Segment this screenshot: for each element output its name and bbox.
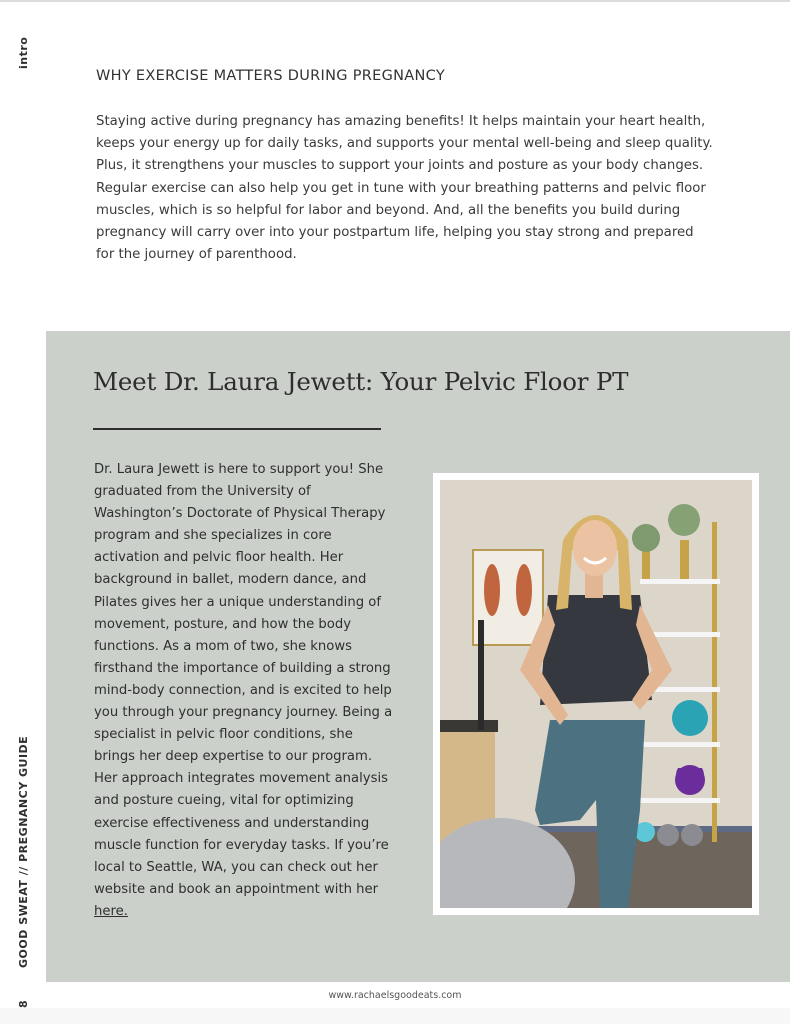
top-rule	[0, 0, 790, 2]
page-number: 8	[17, 999, 30, 1008]
feature-title: Meet Dr. Laura Jewett: Your Pelvic Floor PT	[93, 367, 629, 396]
title-divider	[93, 428, 381, 430]
bio-paragraph	[94, 459, 394, 923]
section-label: intro	[17, 36, 30, 69]
footer-website	[0, 990, 790, 1001]
photo-frame	[433, 473, 759, 915]
bottom-band	[0, 1008, 790, 1024]
feature-panel	[46, 331, 790, 982]
bio-text: Dr. Laura Jewett is here to support you! She graduated from the University of Washington’s Doctorate of Physical Therapy program and she specializes in core activation and pelvic floor health. Her background in ballet, modern dance, and Pilates gives her a unique understanding of movement, posture, and how the body functions. As a mom of two, she knows firsthand the importance of building a strong mind-body connection, and is excited to help you through your pregnancy journey. Being a specialist in pelvic floor conditions, she brings her deep expertise to our program. Her approach integrates movement analysis and posture cueing, vital for optimizing exercise effectiveness and understanding muscle function for everyday tasks. If you’re local to Seattle, WA, you can check out her website and book an appointment with her	[94, 462, 393, 897]
portrait-photo	[440, 480, 752, 908]
portrait-illustration	[440, 480, 752, 908]
footer-url-text: www.rachaelsgoodeats.com	[328, 990, 462, 1001]
intro-heading: WHY EXERCISE MATTERS DURING PREGNANCY	[96, 68, 445, 84]
guide-label: GOOD SWEAT // PREGNANCY GUIDE	[17, 735, 30, 968]
appointment-link[interactable]: here.	[94, 903, 128, 919]
intro-paragraph: Staying active during pregnancy has amazing benefits! It helps maintain your heart health, keeps your energy up for daily tasks, and supports your mental well-being and sleep quality. Plus, it strengthens your muscles to support your joints and posture as your body changes. Regular exercise can also help you get in tune with your breathing patterns and pelvic floor muscles, which is so helpful for labor and beyond. And, all the benefits you build during pregnancy will carry over into your postpartum life, helping you stay strong and prepared for the journey of parenthood.	[96, 114, 713, 263]
